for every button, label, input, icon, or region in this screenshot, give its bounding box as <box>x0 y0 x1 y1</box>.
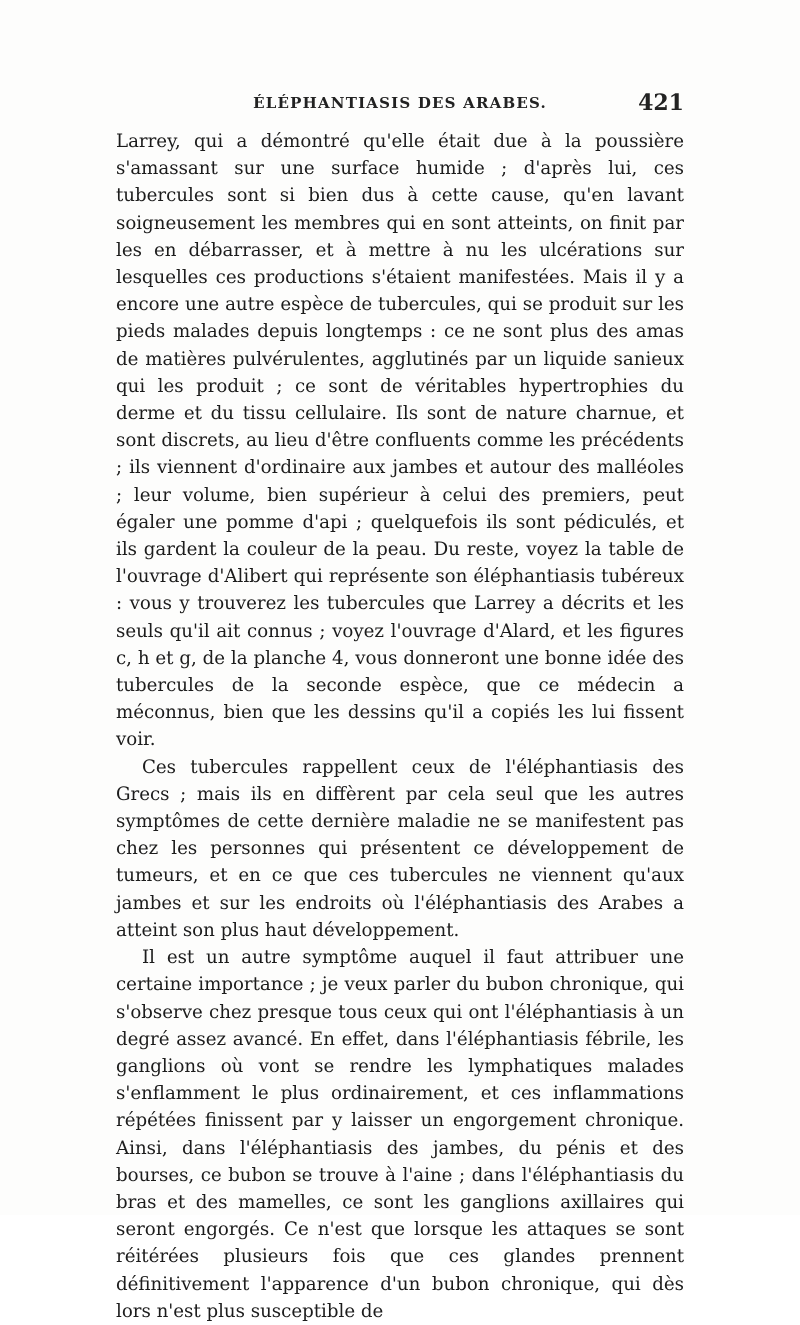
paragraph-1: Larrey, qui a démontré qu'elle était due à la poussière s'amassant sur une surface humide ; d'après lui, ces tubercules sont si bien dus à cette cause, qu'en lavant soigneusement les membres qui en sont atteints, on finit par les en débarrasser, et à mettre à nu les ulcérations sur lesquelles ces productions s'étaient manifestées. Mais il y a encore une autre espèce de tubercules, qui se produit sur les pieds malades depuis longtemps : ce ne sont plus des amas de matières pulvérulentes, agglutinés par un liquide sanieux qui les produit ; ce sont de véritables hypertrophies du derme et du tissu cellulaire. Ils sont de nature charnue, et sont discrets, au lieu d'être confluents comme les précédents ; ils viennent d'ordinaire aux jambes et autour des malléoles ; leur volume, bien supérieur à celui des premiers, peut égaler une pomme d'api ; quelquefois ils sont pédiculés, et ils gardent la couleur de la peau. Du reste, voyez la table de l'ouvrage d'Alibert qui représente son éléphantiasis tubéreux : vous y trouverez les tubercules que Larrey a décrits et les seuls qu'il ait connus ; voyez l'ouvrage d'Alard, et les figures c, h et g, de la planche 4, vous donneront une bonne idée des tubercules de la seconde espèce, que ce médecin a méconnus, bien que les dessins qu'il a copiés les lui fissent voir. <box>116 131 684 751</box>
running-title: ÉLÉPHANTIASIS DES ARABES. <box>253 94 547 112</box>
paragraph-3: Il est un autre symptôme auquel il faut attribuer une certaine importance ; je veux parler du bubon chronique, qui s'observe chez presque tous ceux qui ont l'éléphantiasis à un degré assez avancé. En effet, dans l'éléphantiasis fébrile, les ganglions où vont se rendre les lymphatiques malades s'enflamment le plus ordinairement, et ces inflammations répétées finissent par y laisser un engorgement chronique. Ainsi, dans l'éléphantiasis des jambes, du pénis et des bourses, ce bubon se trouve à l'aine ; dans l'éléphantiasis du bras et des mamelles, ce sont les ganglions axillaires qui seront engorgés. Ce n'est que lorsque les attaques se sont réitérées plusieurs fois que ces glandes prennent définitivement l'apparence d'un bubon chronique, qui dès lors n'est plus susceptible de <box>116 947 684 1322</box>
body-text <box>116 128 684 1325</box>
page-number: 421 <box>638 90 684 116</box>
page-header <box>116 90 684 122</box>
paragraph-2: Ces tubercules rappellent ceux de l'éléphantiasis des Grecs ; mais ils en diffèrent par cela seul que les autres symptômes de cette dernière maladie ne se manifestent pas chez les personnes qui présentent ce développement de tumeurs, et en ce que ces tubercules ne viennent qu'aux jambes et sur les endroits où l'éléphantiasis des Arabes a atteint son plus haut développement. <box>116 756 684 941</box>
